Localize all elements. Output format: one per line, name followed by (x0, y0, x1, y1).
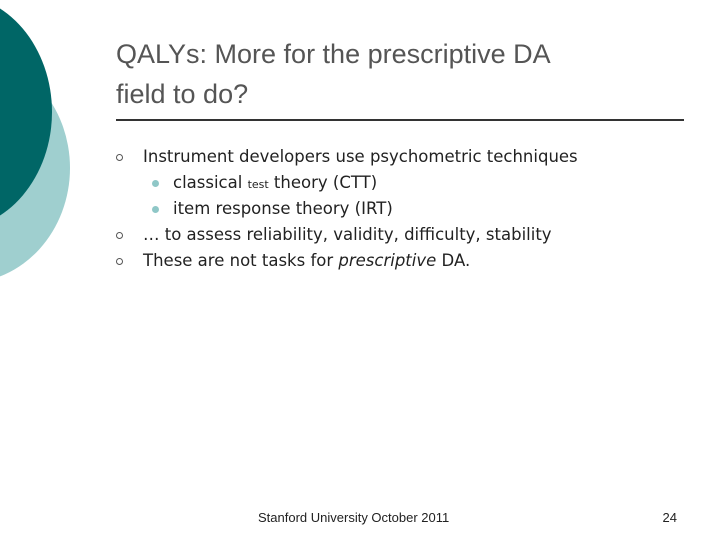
bullet-item (116, 144, 696, 170)
bullet-text-part: DA. (436, 251, 471, 270)
bullet-text: Instrument developers use psychometric techniques (143, 147, 578, 166)
sub-bullet-item (116, 196, 696, 222)
bullet-list (116, 144, 696, 274)
hollow-circle-bullet-icon (116, 154, 123, 161)
dot-bullet-icon (152, 180, 159, 187)
bullet-text: … to assess reliability, validity, difficulty, stability (143, 225, 552, 244)
bullet-item (116, 222, 696, 248)
title-line-1: QALYs: More for the prescriptive DA (116, 39, 551, 69)
sub-bullet-item (116, 170, 696, 196)
page-number: 24 (662, 510, 677, 525)
slide-title (116, 34, 676, 114)
dot-bullet-icon (152, 206, 159, 213)
hollow-circle-bullet-icon (116, 232, 123, 239)
bullet-text-part: theory (CTT) (268, 173, 378, 192)
bullet-text-small: test (247, 178, 269, 191)
hollow-circle-bullet-icon (116, 258, 123, 265)
bullet-text: item response theory (IRT) (173, 199, 393, 218)
corner-decoration (0, 0, 120, 300)
bullet-item (116, 248, 696, 274)
title-divider (116, 119, 684, 121)
bullet-text-part: classical (173, 173, 248, 192)
title-line-2: field to do? (116, 79, 249, 109)
bullet-text-part: These are not tasks for (143, 251, 339, 270)
footer-text: Stanford University October 2011 (258, 510, 450, 525)
bullet-text-emphasis: prescriptive (338, 251, 437, 270)
